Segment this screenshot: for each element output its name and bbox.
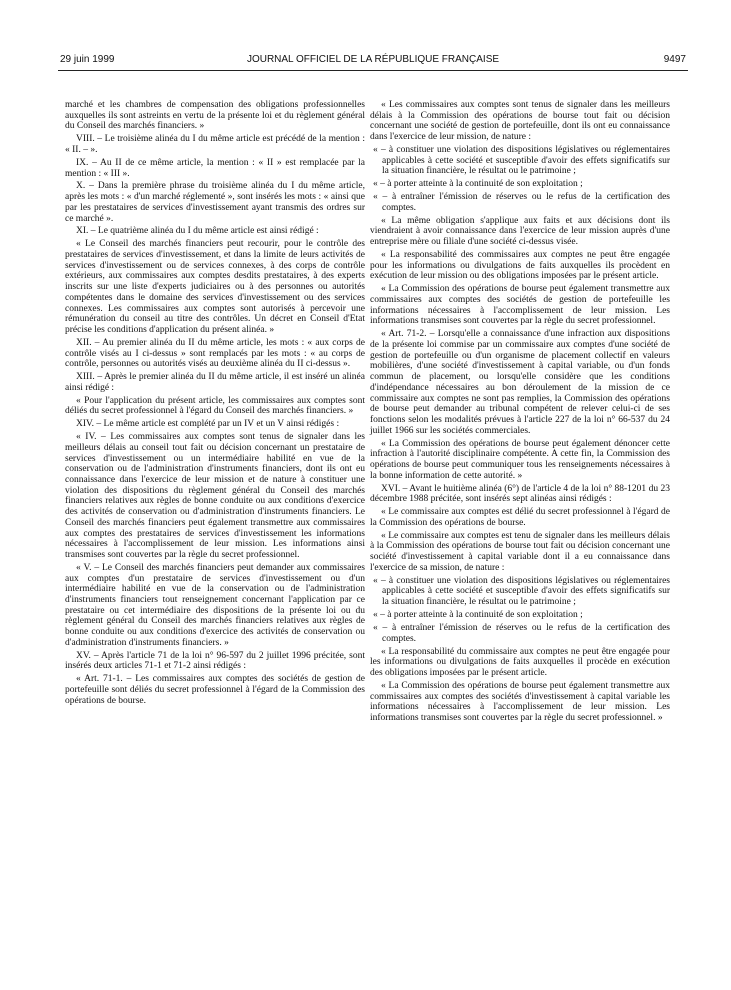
paragraph: « La même obligation s'applique aux faits et aux décisions dont ils viendraient à avoir connaissance dans l'exercice de leur mission auprès d'une entreprise mère ou filiale d'une société ci-dessus visée. <box>370 215 670 248</box>
paragraph: XVI. – Avant le huitième alinéa (6°) de l'article 4 de la loi n° 88-1201 du 23 décembre 1988 précitée, sont insérés sept alinéas ainsi rédigés : <box>370 483 670 505</box>
paragraph: VIII. – Le troisième alinéa du I du même article est précédé de la mention : « II. – ». <box>65 134 365 155</box>
header-rule <box>58 70 688 71</box>
paragraph: « Le commissaire aux comptes est tenu de signaler dans les meilleurs délais à la Commission des opérations de bourse tout fait ou décision concernant une société d'investissement à capital variable dont il a eu connaissance dans l'exercice de sa mission, de nature : <box>370 530 670 573</box>
paragraph: « Art. 71-1. – Les commissaires aux comptes des sociétés de gestion de portefeuille sont déliés du secret professionnel à l'égard de la Commission des opérations de bourse. <box>65 674 365 706</box>
paragraph: XIV. – Le même article est complété par un IV et un V ainsi rédigés : <box>76 419 340 430</box>
paragraph: « Le Conseil des marchés financiers peut recourir, pour le contrôle des prestataires de services d'investissement, et dans la limite de leurs activités de services d'investissement ou de services connexes, à des corps de contrôle extérieurs, aux commissaires aux comptes desdits prestataires, à des experts inscrits sur une liste d'experts judiciaires ou à des personnes ou autorités compétentes dans le domaine des services d'investissement ou des services connexes. Les commissaires aux comptes sont autorisés à percevoir une rémunération du conseil au titre des contrôles. Un décret en Conseil d'Etat précise les conditions d'application du présent alinéa. » <box>65 239 365 335</box>
paragraph: « – à porter atteinte à la continuité de son exploitation ; <box>373 610 583 621</box>
paragraph: « Les commissaires aux comptes sont tenus de signaler dans les meilleurs délais à la Commission des opérations de bourse tout fait ou décision concernant une société de gestion de portefeuille, dont ils ont eu connaissance dans l'exercice de leur mission, de nature : <box>370 100 670 143</box>
paragraph: « V. – Le Conseil des marchés financiers peut demander aux commissaires aux comptes d'un prestataire de services d'investissement ou d'un intermédiaire habilité en vue de la conservation ou de l'administration d'instruments financiers tout renseignement concernant l'application par ce prestataire ou cet intermédiaire des dispositions de la présente loi ou du règlement général du Conseil des marchés financiers relatives aux règles de bonne conduite ou aux conditions d'exercice des activités de conservation ou d'administration d'instruments financiers. » <box>65 562 365 648</box>
right-column <box>370 100 670 726</box>
paragraph: « IV. – Les commissaires aux comptes sont tenus de signaler dans les meilleurs délais au conseil tout fait ou décision concernant un prestataire de services d'investissement ou un intermédiaire habilité en vue de la conservation ou de l'administration d'instruments financiers, dont ils ont eu connaissance dans l'exercice de leur mission et de nature à constituer une violation des dispositions du règlement général du Conseil des marchés financiers relatives aux règles de bonne conduite ou aux conditions d'exercice des activités de conservation ou d'administration d'instruments financiers. Le Conseil des marchés financiers peut également transmettre aux commissaires aux comptes des prestataires de services d'investissement les informations nécessaires à l'accomplissement de leur mission. Les informations ainsi transmises sont couvertes par la règle du secret professionnel. <box>65 432 365 560</box>
left-column <box>65 100 365 709</box>
paragraph: XI. – Le quatrième alinéa du I du même article est ainsi rédigé : <box>76 226 319 237</box>
header-date: 29 juin 1999 <box>60 54 115 65</box>
paragraph: XII. – Au premier alinéa du II du même article, les mots : « aux corps de contrôle visés au I ci-dessus » sont remplacés par les mots : « au corps de contrôle, personnes ou autorités visés au deuxième alinéa du II ci-dessus ». <box>65 337 365 370</box>
paragraph: « – à constituer une violation des dispositions législatives ou réglementaires applicables à cette société et susceptible d'avoir des effets significatifs sur la situation financière, le résultat ou le patrimoine ; <box>373 145 670 177</box>
paragraph: « – à entraîner l'émission de réserves ou le refus de la certification des comptes. <box>373 622 670 644</box>
paragraph: « – à porter atteinte à la continuité de son exploitation ; <box>373 179 583 190</box>
paragraph: « – à entraîner l'émission de réserves ou le refus de la certification des comptes. <box>373 192 670 213</box>
header-title: JOURNAL OFFICIEL DE LA RÉPUBLIQUE FRANÇAISE <box>246 54 500 65</box>
paragraph: « La responsabilité du commissaire aux comptes ne peut être engagée pour les informations ou divulgations de faits auxquelles il procède en exécution des obligations imposées par le présent article. <box>370 646 670 678</box>
paragraph: « Le commissaire aux comptes est délié du secret professionnel à l'égard de la Commission des opérations de bourse. <box>370 507 670 528</box>
paragraph: « La Commission des opérations de bourse peut également transmettre aux commissaires aux comptes des sociétés de gestion de portefeuille les informations nécessaires à l'accomplissement de leur mission. Les informations transmises sont couvertes par la règle du secret professionnel. <box>370 284 670 327</box>
paragraph: XV. – Après l'article 71 de la loi n° 96-597 du 2 juillet 1996 précitée, sont insérés deux articles 71-1 et 71-2 ainsi rédigés : <box>65 650 365 672</box>
paragraph: « La responsabilité des commissaires aux comptes ne peut être engagée pour les informations ou divulgations de faits auxquelles ils procèdent en exécution de leur mission ou des obligations imposées par le présent article. <box>370 250 670 282</box>
paragraph: marché et les chambres de compensation des obligations professionnelles auxquelles ils sont astreints en vertu de la présente loi et du règlement général du Conseil des marchés financiers. » <box>65 100 365 132</box>
paragraph: IX. – Au II de ce même article, la mention : « II » est remplacée par la mention : « III ». <box>65 157 365 179</box>
paragraph: X. – Dans la première phrase du troisième alinéa du I du même article, après les mots : « d'un marché réglementé », sont insérés les mots : « ainsi que par les prestataires de services d'investissement ayant transmis des ordres sur ce marché ». <box>65 181 365 224</box>
header-page-number: 9497 <box>663 54 686 65</box>
page-header <box>60 54 686 68</box>
paragraph: « La Commission des opérations de bourse peut également dénoncer cette infraction à l'autorité disciplinaire compétente. A cette fin, la Commission des opérations de bourse peut communiquer tous les renseignements nécessaires à la bonne information de cette autorité. » <box>370 438 670 481</box>
paragraph: XIII. – Après le premier alinéa du II du même article, il est inséré un alinéa ainsi rédigé : <box>65 372 365 393</box>
paragraph: « Art. 71-2. – Lorsqu'elle a connaissance d'une infraction aux dispositions de la présente loi commise par un commissaire aux comptes d'une société de gestion de portefeuille ou d'un organisme de placement collectif en valeurs mobilières, d'une société d'investissement à capital variable, ou d'un fonds commun de placement, ou lorsqu'elle considère que les conditions d'indépendance nécessaires au bon déroulement de la mission de ce commissaire aux comptes ne sont pas remplies, la Commission des opérations de bourse peut demander au tribunal compétent de relever celui-ci de ses fonctions selon les modalités prévues à l'article 227 de la loi n° 66-537 du 24 juillet 1966 sur les sociétés commerciales. <box>370 329 670 436</box>
paragraph: « Pour l'application du présent article, les commissaires aux comptes sont déliés du secret professionnel à l'égard du Conseil des marchés financiers. » <box>65 395 365 417</box>
paragraph: « – à constituer une violation des dispositions législatives ou réglementaires applicables à cette société et susceptible d'avoir des effets significatifs sur la situation financière, le résultat ou le patrimoine ; <box>373 575 670 608</box>
paragraph: « La Commission des opérations de bourse peut également transmettre aux commissaires aux comptes des sociétés d'investissement à capital variable les informations nécessaires à l'accomplissement de leur mission. Les informations transmises sont couvertes par la règle du secret professionnel. » <box>370 680 670 723</box>
